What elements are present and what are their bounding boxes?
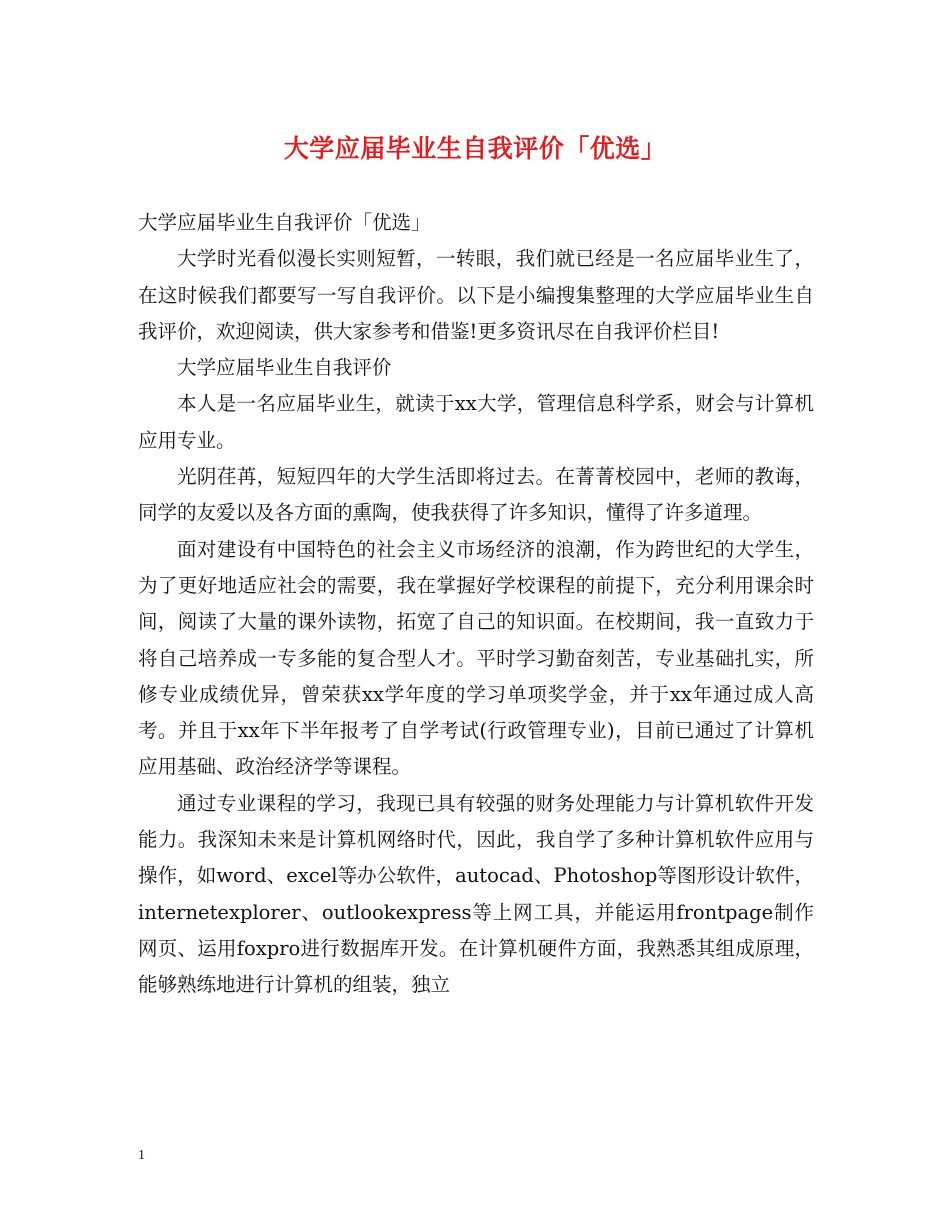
paragraph-study: 面对建设有中国特色的社会主义市场经济的浪潮，作为跨世纪的大学生，为了更好地适应社会的需要，我在掌握好学校课程的前提下，充分利用课余时间，阅读了大量的课外读物，拓宽了自己的知识面。在校期间，我一直致力于将自己培养成一专多能的复合型人才。平时学习勤奋刻苦，专业基础扎实，所修专业成绩优异，曾荣获xx学年度的学习单项奖学金，并于xx年通过成人高考。并且于xx年下半年报考了自学考试(行政管理专业)，目前已通过了计算机应用基础、政治经济学等课程。: [138, 537, 814, 779]
paragraph-section-heading: 大学应届毕业生自我评价: [177, 356, 392, 380]
document-body: [138, 205, 814, 1004]
paragraph-computer-skills: 通过专业课程的学习，我现已具有较强的财务处理能力与计算机软件开发能力。我深知未来是计算机网络时代，因此，我自学了多种计算机软件应用与操作，如word、excel等办公软件，autocad、Photoshop等图形设计软件，internetexplorer、outlookexpress等上网工具，并能运用frontpage制作网页、运用foxpro进行数据库开发。在计算机硬件方面，我熟悉其组成原理，能够熟练地进行计算机的组装，独立: [138, 791, 814, 997]
paragraph-self-intro: 本人是一名应届毕业生，就读于xx大学，管理信息科学系，财会与计算机应用专业。: [138, 392, 814, 452]
paragraph-college-life: 光阴荏苒，短短四年的大学生活即将过去。在菁菁校园中，老师的教诲，同学的友爱以及各方面的熏陶，使我获得了许多知识，懂得了许多道理。: [138, 465, 814, 525]
document-title: 大学应届毕业生自我评价「优选」: [283, 134, 667, 163]
paragraph-subtitle: 大学应届毕业生自我评价「优选」: [138, 211, 431, 234]
page-number: 1: [138, 1148, 145, 1163]
paragraph-intro: 大学时光看似漫长实则短暂，一转眼，我们就已经是一名应届毕业生了，在这时候我们都要写一写自我评价。以下是小编搜集整理的大学应届毕业生自我评价，欢迎阅读，供大家参考和借鉴!更多资讯尽在自我评价栏目!: [138, 247, 814, 343]
